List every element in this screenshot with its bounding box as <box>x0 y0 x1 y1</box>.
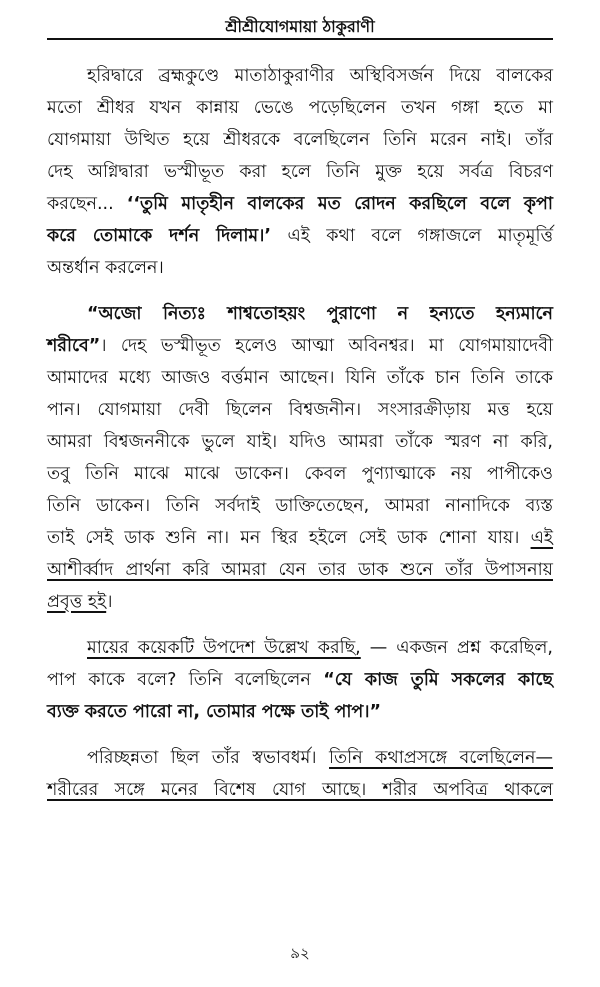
text-line <box>47 64 553 88</box>
bold-text: করে তোমাকে দর্শন দিলাম।’ <box>47 226 272 246</box>
text-line <box>47 398 553 422</box>
text-line <box>47 302 553 326</box>
text-segment: করছেন... <box>47 194 127 214</box>
text-line <box>47 462 553 486</box>
text-segment: পান। যোগমায়া দেবী ছিলেন বিশ্বজনীন। সংসারক্রীড়ায় মত্ত হয়ে <box>47 400 553 420</box>
bold-text: ‘‘তুমি মাতৃহীন বালকের মত রোদন করছিলে বলে কৃপা <box>126 194 553 214</box>
text-segment: । দেহ ভস্মীভূত হলেও আত্মা অবিনশ্বর। মা যোগমায়াদেবী <box>100 336 553 356</box>
bold-text: শরীবে” <box>47 336 101 356</box>
text-line <box>47 334 553 358</box>
text-line <box>47 494 553 518</box>
text-segment: যোগমায়া উত্থিত হয়ে শ্রীধরকে বলেছিলেন তিনি মরেন নাই। তাঁর <box>47 130 553 150</box>
text-line <box>47 668 553 692</box>
text-line <box>47 590 553 614</box>
text-segment: তিনি ডাকেন। তিনি সর্বদাই ডাক্তিতেছেন, আমরা নানাদিকে ব্যস্ত <box>47 496 553 516</box>
text-line <box>47 778 553 802</box>
text-line <box>47 96 553 120</box>
text-segment: — একজন প্রশ্ন করেছিল, <box>360 638 553 658</box>
bold-text: “যে কাজ তুমি সকলের কাছে <box>323 670 553 690</box>
text-line <box>47 636 553 660</box>
text-segment: তাই সেই ডাক শুনি না। মন স্থির হইলে সেই ডাক শোনা যায়। <box>47 528 531 548</box>
text-line <box>47 558 553 582</box>
text-segment: এই কথা বলে গঙ্গাজলে মাতৃমূর্ত্তি <box>271 226 554 246</box>
text-segment: তবু তিনি মাঝে মাঝে ডাকেন। কেবল পুণ্যাত্মাকে নয় পাপীকেও <box>47 464 553 484</box>
text-line <box>47 366 553 390</box>
text-line <box>47 526 553 550</box>
text-line <box>47 256 553 280</box>
text-line <box>47 224 553 248</box>
page-number: ৯২ <box>290 944 310 962</box>
bold-text: “অজো নিত্যঃ শাশ্বতোহয়ং পুরাণো ন হন্যতে হন্যমানে <box>87 304 553 324</box>
text-line <box>47 430 553 454</box>
text-segment: । <box>106 592 113 612</box>
underlined-text: এই <box>530 528 553 548</box>
underlined-text: তিনি কথাপ্রসঙ্গে বলেছিলেন— <box>329 748 553 768</box>
header-rule <box>47 38 553 40</box>
bold-text: ব্যক্ত করতে পারো না, তোমার পক্ষে তাই পাপ।” <box>47 702 382 722</box>
text-line <box>47 160 553 184</box>
text-line <box>47 700 553 724</box>
underlined-text: আশীর্ব্বাদ প্রার্থনা করি আমরা যেন তার ডাক শুনে তাঁর উপাসনায় <box>47 560 553 580</box>
underlined-text: প্রবৃত্ত হই <box>47 592 107 612</box>
text-segment: অন্তর্ধান করলেন। <box>47 258 164 278</box>
underlined-text: শরীরের সঙ্গে মনের বিশেষ যোগ আছে। শরীর অপবিত্র থাকলে <box>47 780 553 800</box>
text-segment: আমরা বিশ্বজননীকে ভুলে যাই। যদিও আমরা তাঁকে স্মরণ না করি, <box>47 432 553 452</box>
text-segment: আমাদের মধ্যে আজও বর্ত্তমান আছেন। যিনি তাঁকে চান তিনি তাকে <box>47 368 553 388</box>
text-line <box>47 746 553 770</box>
text-segment: দেহ অগ্নিদ্বারা ভস্মীভূত করা হলে তিনি মুক্ত হয়ে সর্বত্র বিচরণ <box>47 162 553 182</box>
text-segment: পরিচ্ছন্নতা ছিল তাঁর স্বভাবধর্ম। <box>87 748 330 768</box>
running-header: শ্রীশ্রীযোগমায়া ঠাকুরাণী <box>225 17 375 36</box>
underlined-text: মায়ের কয়েকটি উপদেশ উল্লেখ করছি, <box>87 638 361 658</box>
text-line <box>47 192 553 216</box>
text-segment: হরিদ্বারে ব্রহ্মকুণ্ডে মাতাঠাকুরাণীর অস্থিবিসর্জন দিয়ে বালকের <box>87 66 553 86</box>
text-line <box>47 128 553 152</box>
text-segment: মতো শ্রীধর যখন কান্নায় ভেঙে পড়েছিলেন তখন গঙ্গা হতে মা <box>47 98 553 118</box>
text-segment: পাপ কাকে বলে? তিনি বলেছিলেন <box>47 670 324 690</box>
